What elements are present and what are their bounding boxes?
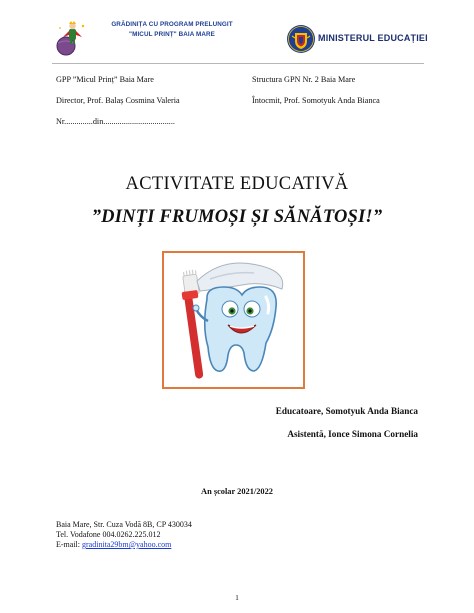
header-divider (52, 63, 424, 64)
school-name-line2: "MICUL PRINȚ" BAIA MARE (129, 30, 215, 38)
page-title: ACTIVITATE EDUCATIVĂ (125, 174, 349, 194)
little-prince-logo-icon (52, 17, 90, 57)
page-number: 1 (235, 593, 239, 602)
info-right-line1: Structura GPN Nr. 2 Baia Mare (252, 75, 356, 84)
school-name-line1: GRĂDINIȚA CU PROGRAM PRELUNGIT (111, 21, 233, 28)
romanian-coat-of-arms-icon (286, 24, 316, 54)
info-left-line1: GPP ”Micul Prinț” Baia Mare (56, 75, 154, 84)
email-link[interactable]: gradinita29bm@yahoo.com (82, 540, 172, 549)
footer-phone: Tel. Vodafone 004.0262.225.012 (56, 530, 161, 539)
page-subtitle: ”DINȚI FRUMOȘI ȘI SĂNĂTOȘI!” (91, 207, 383, 227)
school-year: An școlar 2021/2022 (201, 487, 273, 496)
school-name (92, 20, 252, 39)
registration-number-line: Nr..............din................................... (56, 117, 175, 126)
educator-credit: Educatoare, Somotyuk Anda Bianca (275, 406, 418, 416)
info-left-line2: Director, Prof. Balaș Cosmina Valeria (56, 96, 180, 105)
info-right-line2: Întocmit, Prof. Somotyuk Anda Bianca (252, 96, 380, 105)
happy-tooth-with-toothbrush-icon (162, 251, 305, 389)
footer-email-label: E-mail: (56, 540, 82, 549)
ministry-name: MINISTERUL EDUCAȚIEI (318, 33, 428, 43)
assistant-credit: Asistentă, Ionce Simona Cornelia (287, 429, 418, 439)
footer-email-line (56, 540, 171, 549)
footer-address: Baia Mare, Str. Cuza Vodă 8B, CP 430034 (56, 520, 192, 529)
